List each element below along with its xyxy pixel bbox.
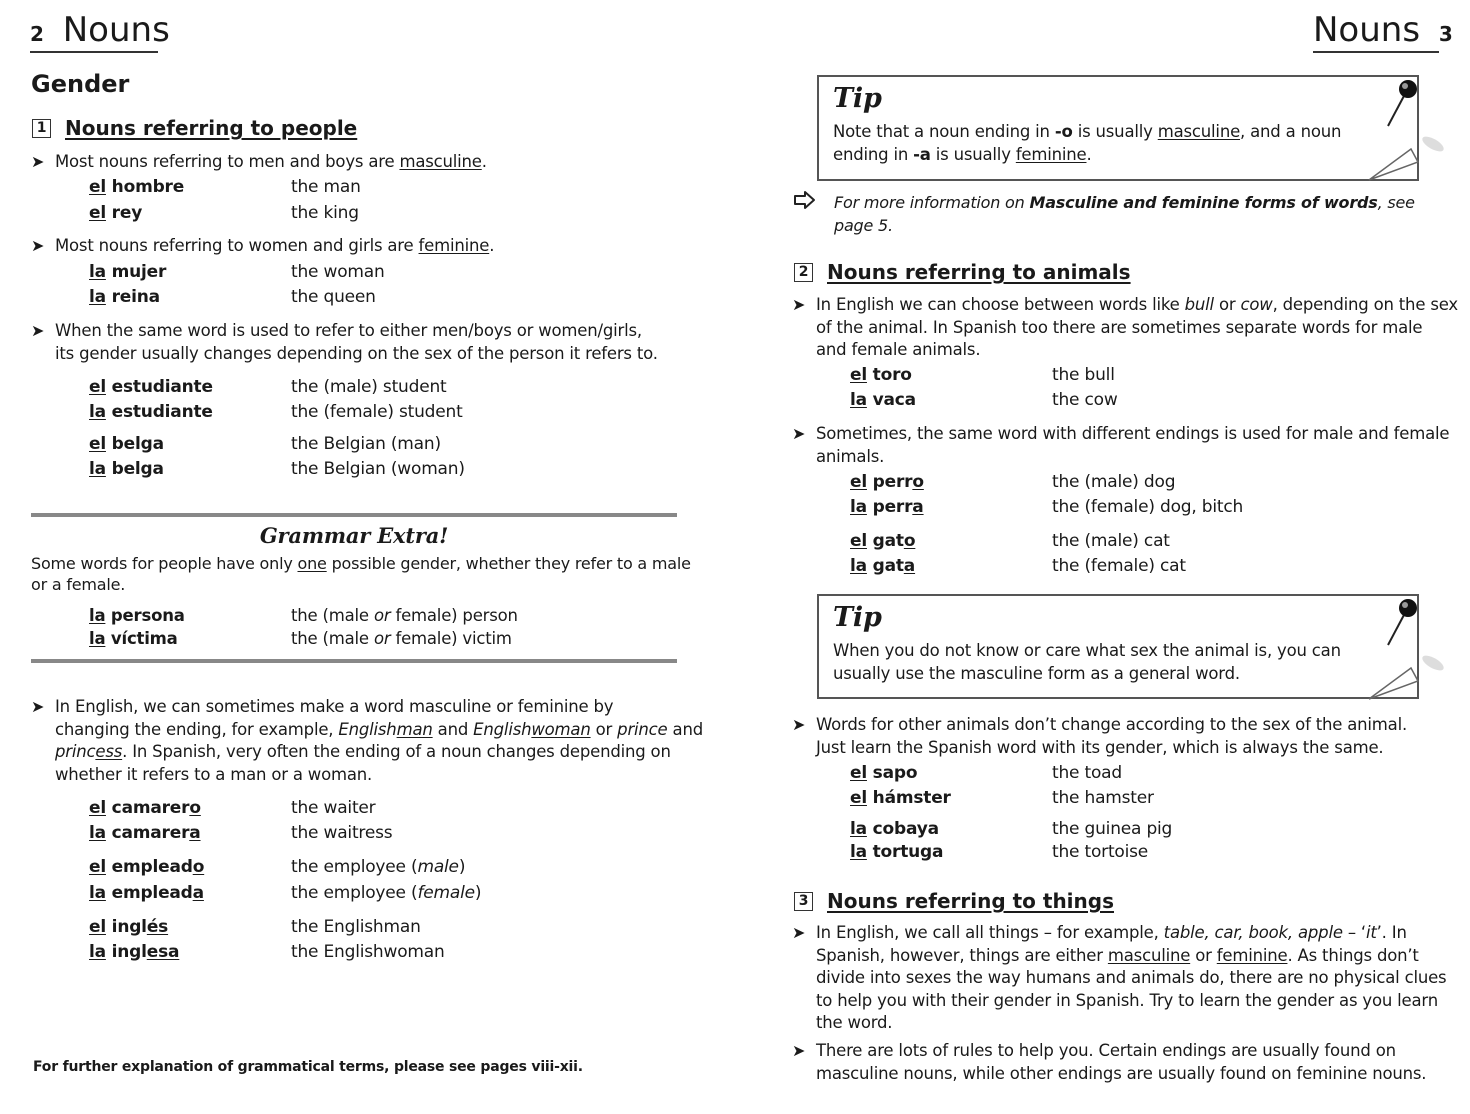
tip-text: Note that a noun ending in -o is usually masculine, and a noun ending in -a is usually feminine.: [833, 122, 1342, 164]
page-number: 2: [30, 22, 44, 46]
section-number-box: 3: [794, 892, 813, 911]
section-number-box: 1: [32, 119, 51, 138]
bullet-different-endings: ➤ Sometimes, the same word with different endings is used for male and female animals.: [792, 424, 1450, 466]
section-2-heading: [794, 260, 1131, 284]
header-rule: [30, 51, 158, 53]
arrow-bullet-icon: ➤: [792, 295, 806, 314]
arrow-bullet-icon: ➤: [792, 424, 806, 443]
gender-heading: Gender: [31, 70, 130, 98]
arrow-bullet-icon: ➤: [792, 923, 806, 942]
bullet-men-masculine: ➤ Most nouns referring to men and boys are masculine.: [31, 151, 487, 174]
bullet-animal-words: ➤ In English we can choose between words like bull or cow, depending on the sex of the animal. In Spanish too there are sometimes separate words for male and female animals.: [792, 295, 1458, 359]
cross-reference-text: For more information on Masculine and feminine forms of words, see page 5.: [834, 193, 1415, 235]
arrow-bullet-icon: ➤: [31, 152, 45, 171]
arrow-bullet-icon: ➤: [792, 1041, 806, 1060]
pushpin-icon: [1365, 76, 1447, 186]
page-title: Nouns: [1313, 10, 1421, 50]
extra-bottom-rule: [31, 659, 677, 663]
bullet-women-feminine: ➤ Most nouns referring to women and girls are feminine.: [31, 235, 494, 258]
pushpin-icon: [1365, 595, 1447, 705]
tip-text: When you do not know or care what sex the animal is, you can usually use the masculine form as a general word.: [833, 641, 1341, 683]
right-page-header: [1313, 10, 1453, 50]
extra-top-rule: [31, 513, 677, 517]
tip-box: [817, 594, 1419, 699]
header-rule: [1313, 51, 1439, 53]
bullet-endings: ➤ In English, we can sometimes make a word masculine or feminine by changing the ending, for example, Englishman and Englishwoman or prince and princess. In Spanish, very often the ending of a noun changes depending on whether it refers to a man or a woman.: [31, 697, 703, 784]
page-title: Nouns: [62, 10, 170, 50]
arrow-bullet-icon: ➤: [31, 321, 45, 340]
arrow-bullet-icon: ➤: [31, 697, 45, 716]
section-title: Nouns referring to things: [827, 889, 1114, 913]
cross-reference-arrow-icon: [793, 190, 817, 210]
section-3-heading: [794, 889, 1114, 913]
arrow-bullet-icon: ➤: [792, 715, 806, 734]
section-1-heading: [32, 116, 357, 140]
tip-box: [817, 75, 1419, 181]
grammar-extra-title: Grammar Extra!: [259, 523, 449, 548]
bullet-things: ➤ In English, we call all things – for example, table, car, book, apple – ‘it’. In Spanish, however, things are either masculine or feminine. As things don’t divide into sexes the way humans and animals do, there are no physical clues to help you with their gender in Spanish. Try to learn the gender as you learn the word.: [792, 923, 1447, 1032]
tip-title: Tip: [833, 602, 882, 633]
bullet-same-word: ➤ When the same word is used to refer to either men/boys or women/girls, its gender usually changes depending on the sex of the person it refers to.: [31, 321, 658, 363]
tip-title: Tip: [833, 83, 882, 114]
left-page-header: [30, 10, 170, 50]
arrow-bullet-icon: ➤: [31, 236, 45, 255]
page-number: 3: [1438, 22, 1453, 46]
grammar-extra-text: Some words for people have only one possible gender, whether they refer to a male or a female.: [31, 554, 691, 594]
footer-note: For further explanation of grammatical terms, please see pages viii-xii.: [33, 1059, 583, 1075]
bullet-other-animals: ➤ Words for other animals don’t change according to the sex of the animal. Just learn the Spanish word with its gender, which is always the same.: [792, 715, 1408, 757]
bullet-rules: ➤ There are lots of rules to help you. Certain endings are usually found on masculine nouns, while other endings are usually found on feminine nouns.: [792, 1041, 1427, 1083]
section-title: Nouns referring to people: [65, 116, 358, 140]
section-number-box: 2: [794, 263, 813, 282]
section-title: Nouns referring to animals: [827, 260, 1131, 284]
